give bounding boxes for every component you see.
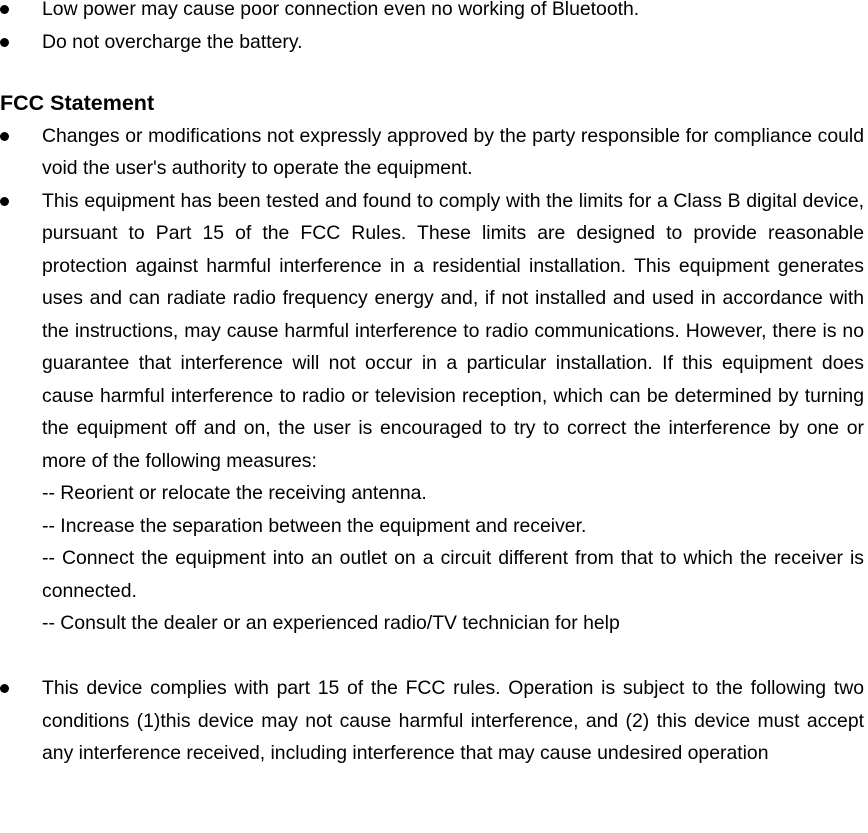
bullet-icon bbox=[0, 197, 9, 206]
measure-item: -- Consult the dealer or an experienced radio/TV technician for help bbox=[42, 612, 620, 634]
bullet-icon bbox=[0, 38, 9, 47]
list-item bbox=[0, 185, 864, 478]
bullet-text: Do not overcharge the battery. bbox=[42, 30, 303, 53]
bullet-text: Low power may cause poor connection even no working of Bluetooth. bbox=[42, 0, 640, 20]
list-item bbox=[0, 672, 864, 770]
bullet-icon bbox=[0, 684, 9, 693]
measure-item: -- Increase the separation between the equipment and receiver. bbox=[42, 514, 587, 537]
measure-item: -- Connect the equipment into an outlet on a circuit different from that to which the receiver is connected. bbox=[42, 547, 864, 602]
list-item bbox=[0, 120, 864, 185]
bullet-icon bbox=[0, 5, 9, 14]
bullet-text: Changes or modifications not expressly approved by the party responsible for compliance could void the user's authority to operate the equipment. bbox=[42, 124, 864, 179]
spacer bbox=[0, 640, 864, 673]
bullet-text: This device complies with part 15 of the FCC rules. Operation is subject to the following two conditions (1)this device may not cause harmful interference, and (2) this device must accept any interference received, including interference that may cause undesired operation bbox=[42, 677, 864, 764]
list-item bbox=[0, 26, 864, 59]
list-item bbox=[0, 0, 864, 26]
section-heading: FCC Statement bbox=[0, 91, 155, 115]
measure-item: -- Reorient or relocate the receiving antenna. bbox=[42, 482, 427, 504]
bullet-text: This equipment has been tested and found to comply with the limits for a Class B digital device, pursuant to Part 15 of the FCC Rules. These limits are designed to provide reasonable protection against harmful interference in a residential installation. This equipment generates uses and can radiate radio frequency energy and, if not installed and used in accordance with the instructions, may cause harmful interference to radio communications. However, there is no guarantee that interference will not occur in a particular installation. If this equipment does cause harmful interference to radio or television reception, which can be determined by turning the equipment off and on, the user is encouraged to try to correct the interference by one or more of the following measures: bbox=[42, 189, 864, 472]
bullet-icon bbox=[0, 132, 9, 141]
